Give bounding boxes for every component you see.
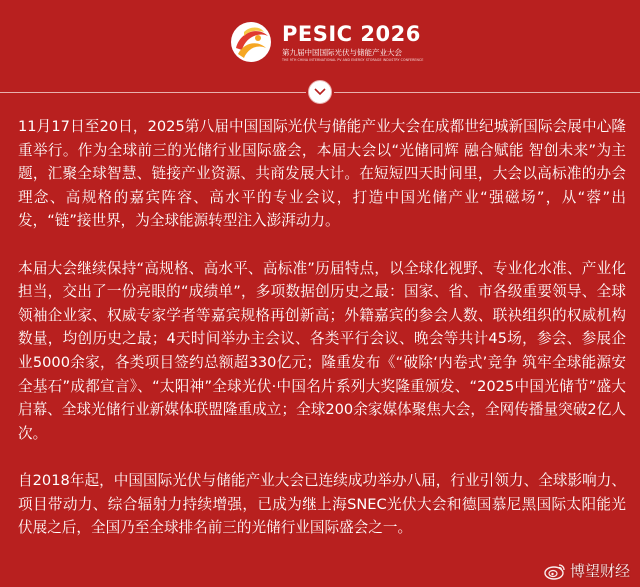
article-paragraph-1: 11月17日至20日，2025第八届中国国际光伏与储能产业大会在成都世纪城新国际会展中心隆重举行。作为全球前三的光储行业国际盛会，本届大会以“光储同辉 融合赋能 智创未来”为主题，汇聚全球智慧、链接产业资源、共商发展大计。在短短四天时间里，大会以高标准的办会理念、高规格的嘉宾阵容、高水平的专业会议，打造中国光储产业“强磁场”，从“蓉”出发，“链”接世界，为全球能源转型注入澎湃动力。 bbox=[18, 118, 626, 230]
article-paragraph-2: 本届大会继续保持“高规格、高水平、高标准”历届特点，以全球化视野、专业化水准、产业化担当，交出了一份亮眼的“成绩单”，多项数据创历史之最：国家、省、市各级重要领导、全球领袖企业家、权威专家学者等嘉宾规格再创新高；外籍嘉宾的参会人数、联袂组织的权威机构数量，均创历史之最；4天时间举办主会议、各类平行会议、晚会等共计45场，参会、参展企业5000余家，各类项目签约总额超330亿元；隆重发布《“破除‘内卷式’竞争 筑牢全球能源安全基石”成都宣言》、“太阳神”全球光伏·中国名片系列大奖隆重颁发、“2025中国光储节”盛大启幕、全球光储行业新媒体联盟隆重成立；全球200余家媒体聚焦大会，全网传播量突破2亿人次。 bbox=[18, 259, 626, 442]
watermark bbox=[544, 560, 630, 581]
chevron-down-icon bbox=[314, 88, 326, 96]
logo-title: PESIC 2026 bbox=[282, 22, 421, 46]
logo-subtitle: 第九届中国国际光伏与储能产业大会 bbox=[282, 48, 402, 57]
expand-button[interactable] bbox=[308, 80, 332, 104]
article-body bbox=[18, 115, 626, 563]
divider-right bbox=[334, 92, 640, 93]
pesic-logo-icon bbox=[228, 18, 274, 66]
logo-subtitle-en: THE 9TH CHINA INTERNATIONAL PV AND ENERGY STORAGE INDUSTRY CONFERENCE bbox=[282, 58, 424, 62]
weibo-icon bbox=[544, 562, 566, 580]
header bbox=[0, 0, 640, 88]
divider-left bbox=[0, 92, 306, 93]
article-paragraph-3: 自2018年起，中国国际光伏与储能产业大会已连续成功举办八届，行业引领力、全球影响力、项目带动力、综合辐射力持续增强，已成为继上海SNEC光伏大会和德国慕尼黑国际太阳能光伏展之后，全国乃至全球排名前三的光储行业国际盛会之一。 bbox=[18, 471, 626, 537]
watermark-text: 博望财经 bbox=[569, 562, 630, 580]
